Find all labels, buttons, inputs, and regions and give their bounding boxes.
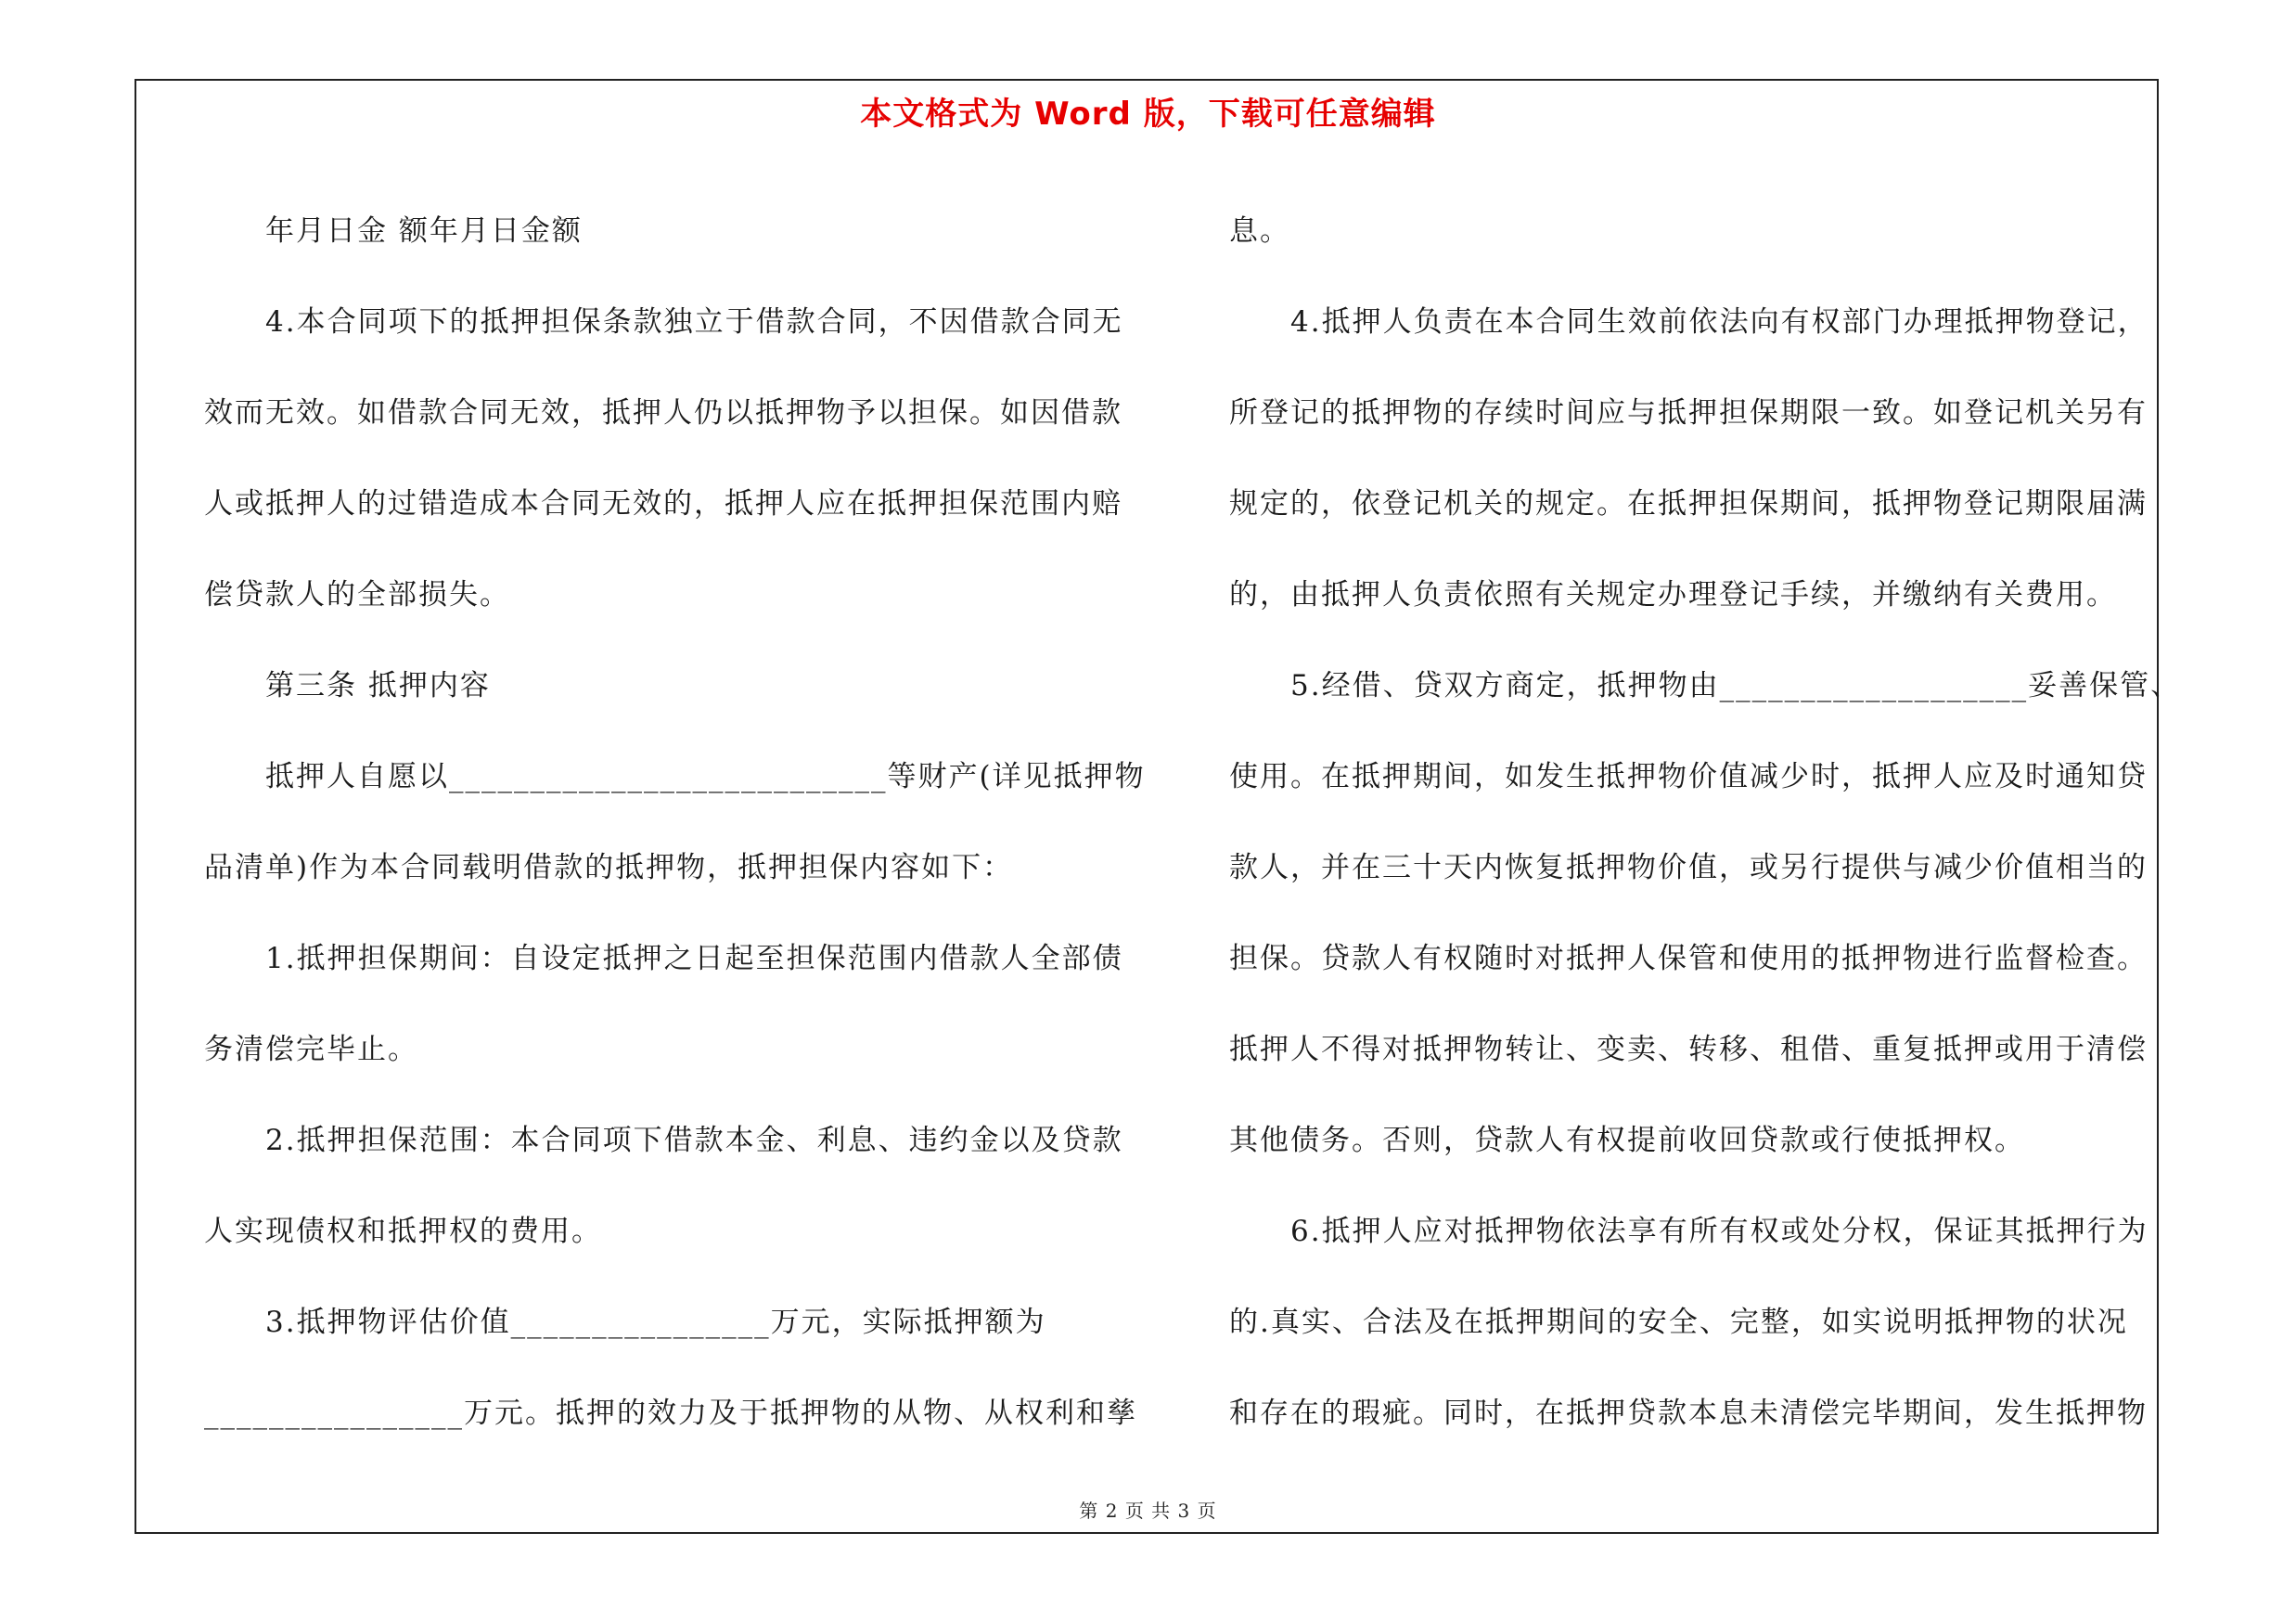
text-line: 的.真实、合法及在抵押期间的安全、完整，如实说明抵押物的状况 — [1229, 1306, 2128, 1339]
text-line: 的，由抵押人负责依照有关规定办理登记手续，并缴纳有关费用。 — [1229, 578, 2117, 612]
text-line: 4.抵押人负责在本合同生效前依法向有权部门办理抵押物登记， — [1229, 305, 2148, 339]
text-line: 5.经借、贷双方商定，抵押物由___________________妥善保管、 — [1229, 669, 2182, 702]
text-line: 偿贷款人的全部损失。 — [204, 578, 510, 612]
document-header-notice: 本文格式为 Word 版，下载可任意编辑 — [860, 96, 1436, 133]
text-line: 款人，并在三十天内恢复抵押物价值，或另行提供与减少价值相当的 — [1229, 851, 2148, 884]
text-line: 其他债务。否则，贷款人有权提前收回贷款或行使抵押权。 — [1229, 1124, 2025, 1157]
text-line: 年月日金 额年月日金额 — [204, 214, 583, 248]
text-line: 1.抵押担保期间：自设定抵押之日起至担保范围内借款人全部债 — [204, 942, 1123, 975]
text-line: 所登记的抵押物的存续时间应与抵押担保期限一致。如登记机关另有 — [1229, 396, 2148, 430]
text-line: 担保。贷款人有权随时对抵押人保管和使用的抵押物进行监督检查。 — [1229, 942, 2148, 975]
text-line: ________________万元。抵押的效力及于抵押物的从物、从权利和孳 — [204, 1397, 1137, 1430]
text-line: 效而无效。如借款合同无效，抵押人仍以抵押物予以担保。如因借款 — [204, 396, 1122, 430]
section-heading: 第三条 抵押内容 — [204, 669, 491, 702]
right-text-column — [1229, 186, 2182, 1459]
text-line: 品清单)作为本合同载明借款的抵押物，抵押担保内容如下： — [204, 851, 1014, 884]
left-text-column — [204, 186, 1146, 1459]
text-line: 3.抵押物评估价值________________万元，实际抵押额为 — [204, 1306, 1046, 1339]
text-line: 息。 — [1229, 214, 1290, 248]
page-number-footer: 第 2 页 共 3 页 — [1079, 1500, 1217, 1522]
text-line: 规定的，依登记机关的规定。在抵押担保期间，抵押物登记期限届满 — [1229, 487, 2148, 521]
text-line: 和存在的瑕疵。同时，在抵押贷款本息未清偿完毕期间，发生抵押物 — [1229, 1397, 2148, 1430]
text-line: 抵押人自愿以___________________________等财产(详见抵押物 — [204, 760, 1146, 793]
text-line: 4.本合同项下的抵押担保条款独立于借款合同，不因借款合同无 — [204, 305, 1123, 339]
text-line: 2.抵押担保范围：本合同项下借款本金、利息、违约金以及贷款 — [204, 1124, 1123, 1157]
text-line: 人或抵押人的过错造成本合同无效的，抵押人应在抵押担保范围内赔 — [204, 487, 1122, 521]
text-line: 人实现债权和抵押权的费用。 — [204, 1215, 602, 1248]
text-line: 抵押人不得对抵押物转让、变卖、转移、租借、重复抵押或用于清偿 — [1229, 1033, 2148, 1066]
text-line: 务清偿完毕止。 — [204, 1033, 418, 1066]
text-line: 使用。在抵押期间，如发生抵押物价值减少时，抵押人应及时通知贷 — [1229, 760, 2148, 793]
text-line: 6.抵押人应对抵押物依法享有所有权或处分权，保证其抵押行为 — [1229, 1215, 2148, 1248]
